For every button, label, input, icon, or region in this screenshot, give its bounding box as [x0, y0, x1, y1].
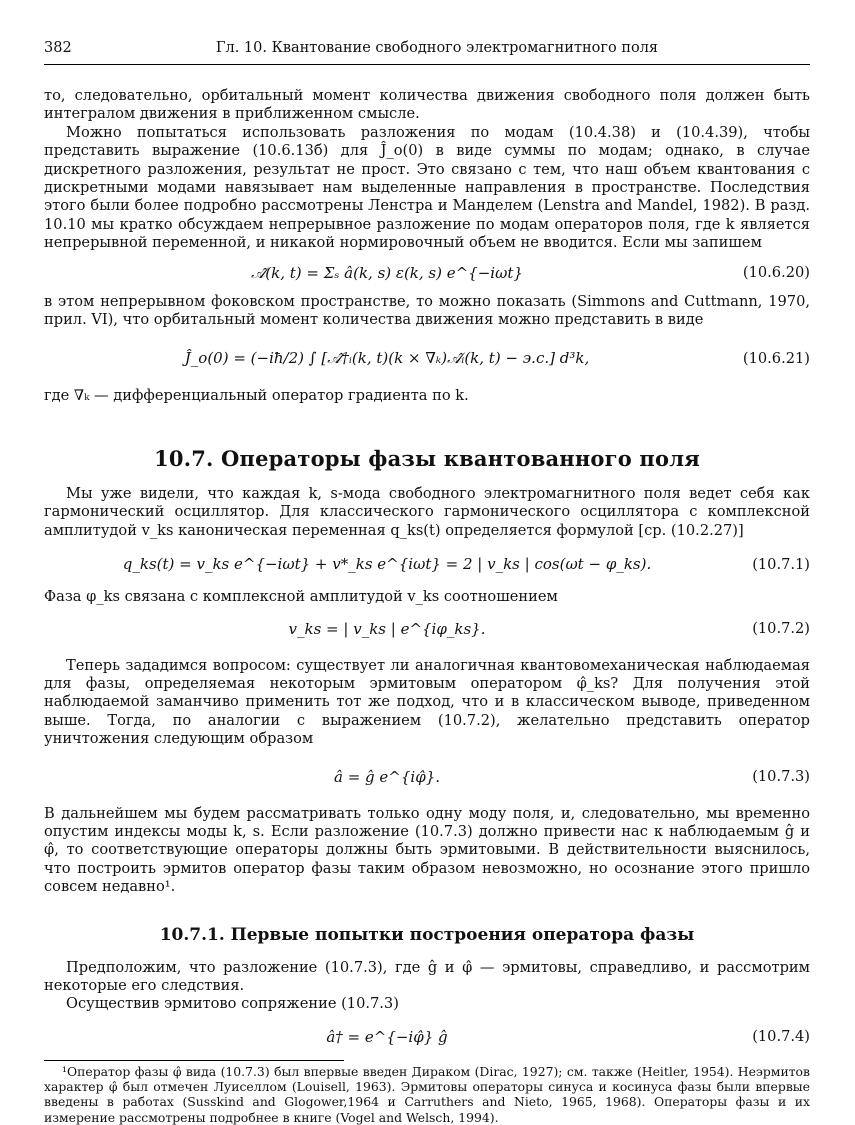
- paragraph-3: в этом непрерывном фоковском пространстве, то можно показать (Simmons and Cuttmann, 1970, прил. VI), что орбитальный момент количества движения можно представить в виде: [44, 292, 810, 329]
- header-rule: [44, 64, 810, 65]
- equation-body: 𝒜̂(k, t) = Σₛ â(k, s) ε(k, s) e^{−iωt}: [251, 263, 523, 282]
- equation-10-7-1: [44, 540, 810, 588]
- paragraph-10: Осуществив эрмитово сопряжение (10.7.3): [66, 995, 399, 1013]
- section-title: 10.7. Операторы фазы квантованного поля: [154, 445, 700, 471]
- footnote-rule: [44, 1060, 344, 1061]
- page: [44, 40, 810, 1125]
- page-number: 382: [44, 40, 72, 56]
- equation-number: (10.6.20): [742, 264, 810, 282]
- paragraph-9: Предположим, что разложение (10.7.3), где ĝ и φ̂ — эрмитовы, справедливо, и рассмотрим некоторые его следствия.: [44, 958, 810, 994]
- paragraph-1: то, следовательно, орбитальный момент количества движения свободного поля должен быть интегралом движения в приближенном смысле.: [44, 87, 810, 123]
- page-header: [44, 40, 810, 62]
- equation-number: (10.7.2): [752, 620, 810, 637]
- equation-number: (10.6.21): [742, 349, 810, 367]
- equation-10-6-20: [44, 253, 810, 293]
- paragraph-6: Фаза φ_ks связана с комплексной амплитудой v_ks соотношением: [44, 588, 558, 606]
- equation-10-7-3: [44, 749, 810, 805]
- equation-number: (10.7.1): [752, 555, 810, 573]
- subsection-title: 10.7.1. Первые попытки построения оператора фазы: [159, 924, 695, 945]
- equation-10-6-21: [44, 329, 810, 387]
- equation-10-7-2: [44, 607, 810, 651]
- paragraph-5: Мы уже видели, что каждая k, s-мода свободного электромагнитного поля ведет себя как гармонический осциллятор. Для классического гармонического осциллятора с комплексной амплитудой v_ks каноническая переменная q_ks(t) определяется формулой [ср. (10.2.27)]: [44, 484, 810, 539]
- equation-body: â† = e^{−iφ̂} ĝ: [326, 1027, 448, 1046]
- paragraph-7: Теперь зададимся вопросом: существует ли аналогичная квантовомеханическая наблюдаемая для фазы, определяемая некоторым эрмитовым оператором φ̂_ks? Для получения этой наблюдаемой заманчиво применить тот же подход, что и в классическом выводе, приведенном выше. Тогда, по аналогии с выражением (10.7.2), желательно представить оператор уничтожения следующим образом: [44, 656, 810, 748]
- equation-body: v_ks = | v_ks | e^{iφ_ks}.: [288, 619, 486, 638]
- equation-number: (10.7.3): [752, 768, 810, 786]
- paragraph-4: где ∇ₖ — дифференциальный оператор градиента по k.: [44, 387, 469, 405]
- paragraph-2: Можно попытаться использовать разложения по модам (10.4.38) и (10.4.39), чтобы представить выражение (10.6.13б) для Ĵ_o(0) в виде суммы по модам; однако, в случае дискретного разложения, результат не прост. Это связано с тем, что наш объем квантования с дискретными модами навязывает нам выделенные направления в пространстве. Последствия этого были более подробно рассмотрены Ленстра и Манделем (Lenstra and Mandel, 1982). В разд. 10.10 мы кратко обсуждаем непрерывное разложение по модам операторов поля, где k является непрерывной переменной, и никакой нормировочный объем не вводится. Если мы запишем: [44, 123, 810, 252]
- equation-body: Ĵ_o(0) = (−iħ/2) ∫ [𝒜̂†ᵢ(k, t)(k × ∇ₖ)𝒜̂ᵢ(k, t) − э.с.] d³k,: [184, 349, 590, 368]
- equation-10-7-4: [44, 1014, 810, 1060]
- paragraph-8: В дальнейшем мы будем рассматривать только одну моду поля, и, следовательно, мы временно опустим индексы моды k, s. Если разложение (10.7.3) должно привести нас к наблюдаемым ĝ и φ̂, то соответствующие операторы должны быть эрмитовыми. В действительности выяснилось, что построить эрмитов оператор фазы таким образом невозможно, но осознание этого пришло совсем недавно¹.: [44, 804, 810, 896]
- footnote: ¹Оператор фазы φ̂ вида (10.7.3) был впервые введен Дираком (Dirac, 1927); см. также (Heitler, 1954). Неэрмитов характер φ̂ был отмечен Луиселлом (Louisell, 1963). Эрмитовы операторы синуса и косинуса фазы были впервые введены в работах (Susskind and Glogower,1964 и Carruthers and Nieto, 1965, 1968). Операторы фазы и их измерение рассмотрены подробнее в книге (Vogel and Welsch, 1994).: [44, 1063, 810, 1125]
- running-title: Гл. 10. Квантование свободного электромагнитного поля: [215, 40, 659, 56]
- equation-body: q_ks(t) = v_ks e^{−iωt} + v*_ks e^{iωt} = 2 | v_ks | cos(ωt − φ_ks).: [122, 555, 652, 574]
- equation-body: â = ĝ e^{iφ̂}.: [333, 767, 441, 786]
- equation-number: (10.7.4): [752, 1028, 810, 1046]
